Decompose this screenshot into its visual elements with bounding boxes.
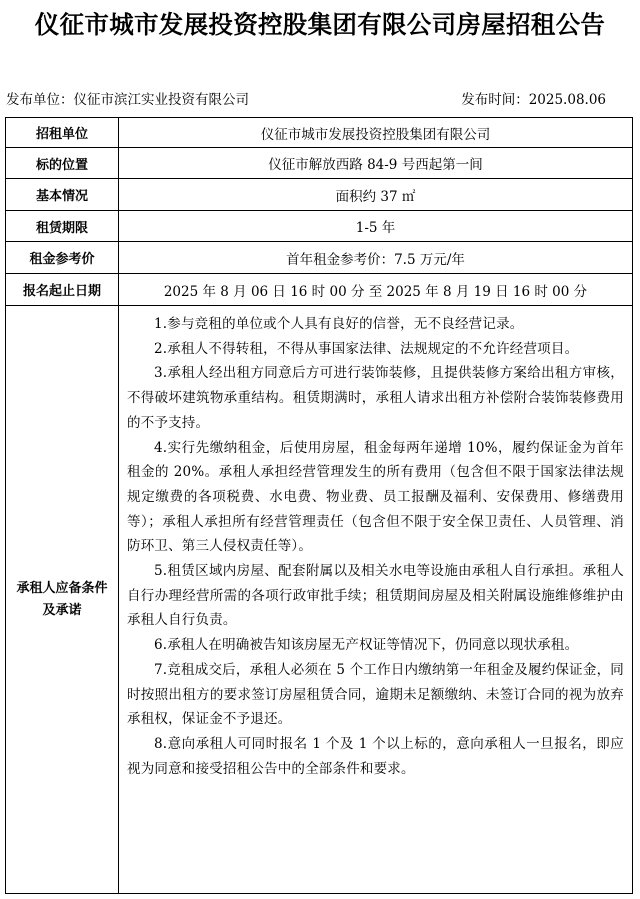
- row-lease-term: [6, 211, 632, 242]
- row-label: 报名起止日期: [6, 274, 119, 305]
- publish-time-label: 发布时间：: [461, 92, 529, 108]
- notice-table: [5, 117, 633, 894]
- condition-item: 4.实行先缴纳租金，后使用房屋，租金每两年递增 10%，履约保证金为首年租金的 20%。承租人承担经营管理发生的所有费用（包含但不限于国家法律法规规定缴费的各项税费、水电费、物业费、员工报酬及福利、安保费用、修缮费用等）；承租人承担所有经营管理责任（包含但不限于安全保卫责任、人员管理、消防环卫、第三人侵权责任等）。: [127, 439, 624, 555]
- publish-time-value: 2025.08.06: [528, 92, 606, 108]
- publisher-name: 仪征市滨江实业投资有限公司: [73, 92, 249, 108]
- row-value: 仪征市解放西路 84-9 号西起第一间: [268, 157, 483, 173]
- row-value: 仪征市城市发展投资控股集团有限公司: [260, 126, 491, 143]
- row-lessor: [6, 118, 632, 148]
- row-value: 1-5 年: [355, 220, 396, 236]
- row-value: 首年租金参考价：7.5 万元/年: [286, 251, 465, 268]
- conditions-text: [119, 306, 632, 893]
- publisher-label: 发布单位：: [6, 92, 74, 108]
- row-basic-info: [6, 179, 632, 211]
- condition-item: 7.竞租成交后，承租人必须在 5 个工作日内缴纳第一年租金及履约保证金，同时按照出租方的要求签订房屋租赁合同，逾期未足额缴纳、未签订合同的视为放弃承租权，保证金不予退还。: [127, 661, 624, 728]
- conditions-label-line2: 及承诺: [42, 602, 82, 618]
- condition-item: 8.意向承租人可同时报名 1 个及 1 个以上标的，意向承租人一旦报名，即应视为同意和接受招租公告中的全部条件和要求。: [127, 735, 624, 777]
- condition-item: 2.承租人不得转租，不得从事国家法律、法规规定的不允许经营项目。: [154, 340, 579, 357]
- condition-item: 1.参与竞租的单位或个人具有良好的信誉，无不良经营记录。: [154, 316, 524, 332]
- row-conditions: [6, 306, 632, 893]
- publisher-line: [6, 88, 249, 108]
- row-label: 标的位置: [6, 148, 119, 178]
- row-label: 租金参考价: [6, 242, 119, 273]
- condition-item: 6.承租人在明确被告知该房屋无产权证等情况下，仍同意以现状承租。: [154, 637, 579, 654]
- conditions-label-line1: 承租人应备条件: [16, 580, 108, 596]
- publish-time-line: [461, 88, 606, 108]
- page-title: 仪征市城市发展投资控股集团有限公司房屋招租公告: [34, 10, 606, 39]
- row-label: 招租单位: [6, 118, 119, 147]
- row-value: 面积约 37 ㎡: [335, 188, 416, 205]
- row-registration-period: [6, 274, 632, 306]
- condition-item: 3.承租人经出租方同意后方可进行装饰装修，且提供装修方案给出租方审核，不得破坏建筑物承重结构。租赁期满时，承租人请求出租方补偿附合装饰装修费用的不予支持。: [127, 365, 624, 431]
- row-label: 租赁期限: [6, 211, 119, 241]
- row-rent-reference: [6, 242, 632, 274]
- row-location: [6, 148, 632, 179]
- row-label: 基本情况: [6, 179, 119, 210]
- row-value: 2025 年 8 月 06 日 16 时 00 分 至 2025 年 8 月 19 日 16 时 00 分: [163, 283, 588, 300]
- condition-item: 5.租赁区域内房屋、配套附属以及相关水电等设施由承租人自行承担。承租人自行办理经营所需的各项行政审批手续；租赁期间房屋及相关附属设施维修维护由承租人自行负责。: [127, 563, 624, 629]
- conditions-label: [6, 306, 119, 893]
